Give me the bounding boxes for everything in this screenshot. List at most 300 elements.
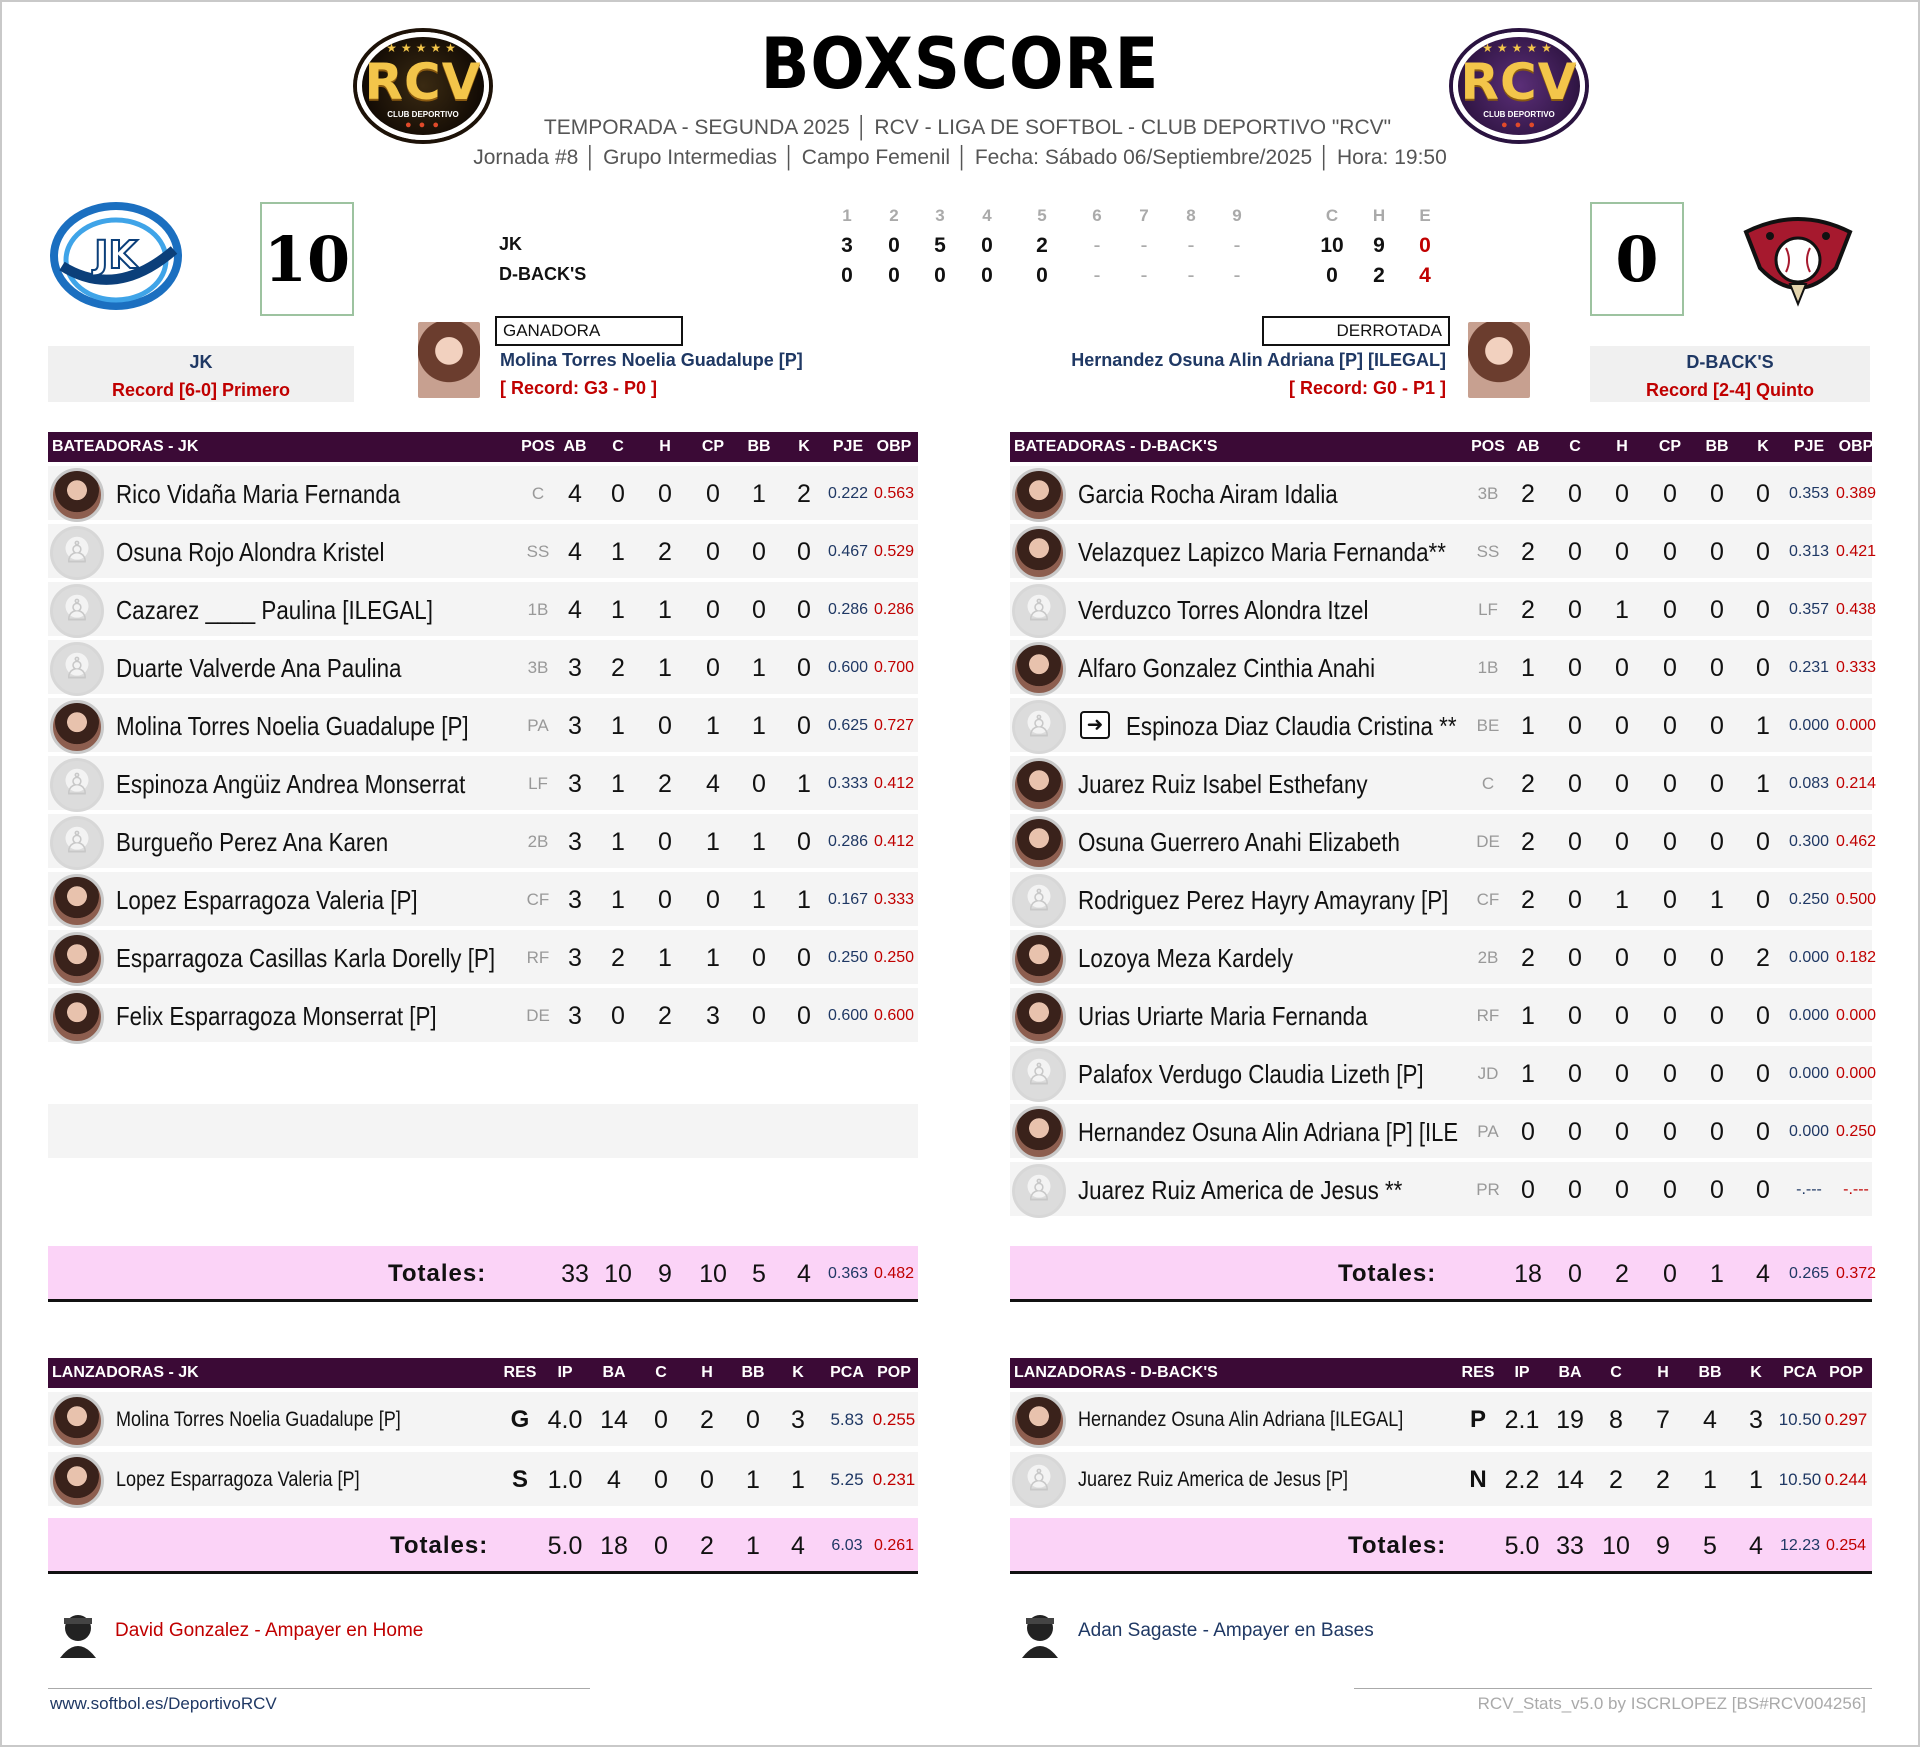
pitcher-row <box>1010 1392 1872 1446</box>
batter-name: Lozoya Meza Kardely <box>1078 943 1294 973</box>
batter-obp: 0.700 <box>873 659 915 676</box>
total-k: 4 <box>797 1260 811 1288</box>
inning-9: 9 <box>1232 206 1242 225</box>
team-record: Record [6-0] Primero <box>111 380 291 400</box>
total-c: 0 <box>654 1532 668 1560</box>
batter-ab: 3 <box>568 712 582 740</box>
batter-row <box>1010 756 1877 810</box>
batter-cp: 0 <box>1663 596 1677 624</box>
player-photo <box>50 700 104 754</box>
pitcher-k: 3 <box>1749 1406 1763 1434</box>
batter-c: 0 <box>1568 480 1582 508</box>
losing-pitcher-record: [ Record: G0 - P1 ] <box>1288 378 1446 398</box>
batter-c: 1 <box>611 538 625 566</box>
batter-ab: 4 <box>568 538 582 566</box>
line-total-errors: 4 <box>1419 264 1431 287</box>
batter-h: 0 <box>1615 1176 1629 1204</box>
hits-header: H <box>1372 206 1386 225</box>
silhouette-icon: ♙ <box>1025 710 1053 744</box>
batting-table-header <box>48 432 918 462</box>
totals-label: Totales: <box>1348 1532 1447 1559</box>
batter-c: 1 <box>611 886 625 914</box>
batting-col-h: H <box>659 438 671 455</box>
line-run: 0 <box>981 264 993 287</box>
batter-ab: 4 <box>568 596 582 624</box>
total-k: 4 <box>1756 1260 1770 1288</box>
total-ip: 5.0 <box>1504 1532 1540 1560</box>
batter-obp: 0.421 <box>1835 543 1877 560</box>
player-photo <box>50 990 104 1044</box>
batting-col-ab: AB <box>563 438 587 455</box>
batter-obp: 0.412 <box>873 833 915 850</box>
batter-pos: C <box>1481 774 1495 793</box>
batter-bb: 0 <box>1710 1002 1724 1030</box>
batter-pje: 0.231 <box>1788 659 1830 676</box>
batter-h: 0 <box>1615 712 1629 740</box>
footer-version: RCV_Stats_v5.0 by ISCRLOPEZ [BS#RCV004256] <box>1477 1694 1866 1713</box>
pitching-col-res: RES <box>1461 1364 1495 1381</box>
rcv-logo-left: ★★★★★ RCV CLUB DEPORTIVO ● ● ● <box>357 32 489 140</box>
empty-row <box>48 1104 918 1158</box>
batter-row <box>1010 1162 1872 1216</box>
batter-obp: 0.000 <box>1835 1007 1877 1024</box>
player-silhouette-icon <box>1012 1454 1066 1508</box>
batter-ab: 1 <box>1521 654 1535 682</box>
pitching-col-h: H <box>701 1364 713 1381</box>
line-run: 5 <box>934 234 946 257</box>
pitcher-ip: 4.0 <box>547 1406 583 1434</box>
batter-obp: 0.500 <box>1835 891 1877 908</box>
batter-ab: 0 <box>1521 1176 1535 1204</box>
batter-name: Juarez Ruiz Isabel Esthefany <box>1078 769 1368 799</box>
player-silhouette-icon <box>1012 700 1066 754</box>
line-run: 0 <box>1036 264 1048 287</box>
batting-col-cp: CP <box>701 438 725 455</box>
batter-bb: 0 <box>1710 538 1724 566</box>
inning-4: 4 <box>982 206 992 225</box>
batter-name: Cazarez ____ Paulina [ILEGAL] <box>116 595 433 625</box>
batter-pje: 0.313 <box>1788 543 1830 560</box>
inning-6: 6 <box>1092 206 1102 225</box>
team-box-dbacks <box>1590 346 1870 402</box>
total-ab: 18 <box>1514 1260 1542 1288</box>
batter-ab: 3 <box>568 654 582 682</box>
footer-divider <box>48 1688 590 1689</box>
batter-k: 0 <box>1756 828 1770 856</box>
line-total-hits: 2 <box>1373 264 1385 287</box>
losing-pitcher-name: Hernandez Osuna Alin Adriana [P] [ILEGAL] <box>1071 350 1446 370</box>
linescore-row-jk <box>497 234 1497 260</box>
pitching-col-k: K <box>1750 1364 1762 1381</box>
batter-obp: 0.462 <box>1835 833 1877 850</box>
batter-name: Burgueño Perez Ana Karen <box>116 827 389 857</box>
batter-pos: 1B <box>1477 658 1499 677</box>
batter-k: 1 <box>797 886 811 914</box>
pitching-table-header <box>1010 1358 1872 1388</box>
line-run: - <box>1233 234 1241 257</box>
pitching-col-pca: PCA <box>830 1364 864 1381</box>
totals-label: Totales: <box>1338 1260 1437 1287</box>
pitcher-ba: 14 <box>600 1406 628 1434</box>
line-total-hits: 9 <box>1373 234 1385 257</box>
batter-h: 0 <box>1615 770 1629 798</box>
total-ip: 5.0 <box>547 1532 583 1560</box>
line-run: 0 <box>841 264 853 287</box>
batter-row <box>1010 640 1877 694</box>
silhouette-icon: ♙ <box>1025 594 1053 628</box>
game-info: Jornada #8 │ Grupo Intermedias │ Campo Femenil │ Fecha: Sábado 06/Septiembre/2025 │ Hora: 19:50 <box>473 146 1447 169</box>
errors-header: E <box>1419 206 1431 225</box>
total-ba: 33 <box>1556 1532 1584 1560</box>
silhouette-icon: ♙ <box>63 652 91 686</box>
pitcher-h: 7 <box>1656 1406 1670 1434</box>
pitcher-res: S <box>511 1466 528 1493</box>
total-pop: 0.254 <box>1825 1537 1867 1554</box>
batter-k: 2 <box>1756 944 1770 972</box>
batting-table-title: BATEADORAS - D-BACK'S <box>1014 438 1218 455</box>
pitcher-pca: 5.83 <box>830 1410 864 1429</box>
batter-row <box>48 814 918 868</box>
player-silhouette-icon <box>1012 874 1066 928</box>
total-cp: 10 <box>699 1260 727 1288</box>
player-silhouette-icon <box>50 526 104 580</box>
batter-row <box>48 582 918 636</box>
batter-pje: 0.222 <box>827 485 869 502</box>
batting-col-pos: POS <box>1471 438 1505 455</box>
batter-k: 0 <box>797 712 811 740</box>
batter-cp: 1 <box>706 712 720 740</box>
batter-name: Alfaro Gonzalez Cinthia Anahi <box>1078 653 1376 683</box>
batter-h: 0 <box>658 712 672 740</box>
batter-pje: 0.000 <box>1788 1007 1830 1024</box>
batter-name: Osuna Guerrero Anahi Elizabeth <box>1078 827 1400 857</box>
inning-1: 1 <box>842 206 852 225</box>
total-obp: 0.372 <box>1835 1265 1877 1282</box>
batter-h: 1 <box>1615 596 1629 624</box>
batter-k: 0 <box>797 828 811 856</box>
batter-c: 1 <box>611 770 625 798</box>
total-cp: 0 <box>1663 1260 1677 1288</box>
line-total-runs: 10 <box>1320 234 1344 257</box>
batter-c: 0 <box>1568 1060 1582 1088</box>
batter-obp: 0.563 <box>873 485 915 502</box>
batter-pos: BE <box>1476 716 1500 735</box>
pitching-col-pop: POP <box>877 1364 911 1381</box>
batter-cp: 0 <box>1663 538 1677 566</box>
pitching-table-title: LANZADORAS - D-BACK'S <box>1014 1364 1218 1381</box>
batter-row <box>48 524 918 578</box>
batter-name: Molina Torres Noelia Guadalupe [P] <box>116 711 469 741</box>
team-name: D-BACK'S <box>1686 352 1774 372</box>
base-umpire: Adan Sagaste - Ampayer en Bases <box>1078 1620 1374 1641</box>
batter-name: Felix Esparragoza Monserrat [P] <box>116 1001 437 1031</box>
losing-pitcher-photo <box>1468 322 1530 398</box>
player-photo <box>1012 932 1066 986</box>
batter-bb: 0 <box>1710 828 1724 856</box>
batter-cp: 0 <box>1663 1176 1677 1204</box>
batter-h: 0 <box>1615 944 1629 972</box>
batter-h: 0 <box>1615 654 1629 682</box>
inning-7: 7 <box>1139 206 1149 225</box>
batter-cp: 0 <box>706 538 720 566</box>
total-pca: 6.03 <box>831 1537 863 1554</box>
batter-h: 0 <box>1615 480 1629 508</box>
batter-k: 0 <box>1756 886 1770 914</box>
batter-cp: 0 <box>1663 654 1677 682</box>
pitcher-pop: 0.255 <box>872 1410 916 1429</box>
pitcher-name: Lopez Esparragoza Valeria [P] <box>116 1468 360 1491</box>
batter-cp: 0 <box>1663 828 1677 856</box>
batter-obp: 0.250 <box>1835 1123 1877 1140</box>
batter-pje: 0.353 <box>1788 485 1830 502</box>
footer-link[interactable]: www.softbol.es/DeportivoRCV <box>50 1694 277 1713</box>
batter-c: 0 <box>1568 1118 1582 1146</box>
batter-obp: 0.529 <box>873 543 915 560</box>
batter-h: 0 <box>1615 538 1629 566</box>
line-team-name: D-BACK'S <box>499 264 587 284</box>
total-h: 9 <box>1656 1532 1670 1560</box>
batter-pos: 2B <box>527 832 549 851</box>
batter-name: Espinoza Diaz Claudia Cristina ** <box>1126 711 1457 741</box>
inning-2: 2 <box>889 206 899 225</box>
batter-bb: 0 <box>1710 1118 1724 1146</box>
silhouette-icon: ♙ <box>1025 1058 1053 1092</box>
line-run: - <box>1187 234 1195 257</box>
batter-row <box>48 930 918 984</box>
pitcher-ip: 2.2 <box>1504 1466 1540 1494</box>
total-pop: 0.261 <box>873 1537 915 1554</box>
batter-bb: 1 <box>1710 886 1724 914</box>
batter-pje: 0.333 <box>827 775 869 792</box>
batter-k: 0 <box>1756 538 1770 566</box>
batter-pos: RF <box>1476 1006 1500 1025</box>
batting-table-title: BATEADORAS - JK <box>52 438 199 455</box>
batter-bb: 0 <box>1710 1176 1724 1204</box>
batter-name: Lopez Esparragoza Valeria [P] <box>116 885 418 915</box>
player-photo <box>50 468 104 522</box>
inning-3: 3 <box>935 206 945 225</box>
away-score: 0 <box>1590 202 1684 316</box>
batter-obp: 0.182 <box>1835 949 1877 966</box>
pitcher-ip: 1.0 <box>547 1466 583 1494</box>
pitcher-h: 2 <box>700 1406 714 1434</box>
pitcher-res: P <box>1469 1406 1486 1433</box>
runs-header: C <box>1325 206 1339 225</box>
total-bb: 1 <box>1710 1260 1724 1288</box>
batting-col-pos: POS <box>521 438 555 455</box>
total-c: 10 <box>604 1260 632 1288</box>
team-name: JK <box>189 352 213 372</box>
pitcher-c: 0 <box>654 1406 668 1434</box>
batter-ab: 2 <box>1521 596 1535 624</box>
line-total-runs: 0 <box>1326 264 1338 287</box>
batter-pje: 0.300 <box>1788 833 1830 850</box>
pitcher-c: 2 <box>1609 1466 1623 1494</box>
batter-h: 0 <box>1615 1002 1629 1030</box>
batter-row <box>1010 930 1877 984</box>
batter-row <box>1010 1046 1877 1100</box>
home-umpire: David Gonzalez - Ampayer en Home <box>115 1620 424 1641</box>
line-run: 2 <box>1036 234 1048 257</box>
line-total-errors: 0 <box>1419 234 1431 257</box>
batter-pje: 0.625 <box>827 717 869 734</box>
batting-col-h: H <box>1616 438 1628 455</box>
batter-obp: 0.000 <box>1835 1065 1877 1082</box>
batter-cp: 0 <box>706 886 720 914</box>
batter-ab: 3 <box>568 886 582 914</box>
batter-obp: 0.000 <box>1835 717 1877 734</box>
batter-bb: 0 <box>1710 596 1724 624</box>
batter-name: Velazquez Lapizco Maria Fernanda** <box>1078 537 1446 567</box>
batter-h: 2 <box>658 1002 672 1030</box>
player-photo <box>1012 1394 1066 1448</box>
total-h: 2 <box>1615 1260 1629 1288</box>
pitcher-bb: 4 <box>1703 1406 1717 1434</box>
batter-cp: 0 <box>706 654 720 682</box>
pitcher-k: 1 <box>1749 1466 1763 1494</box>
player-photo <box>1012 758 1066 812</box>
batter-c: 0 <box>1568 886 1582 914</box>
pitching-col-ip: IP <box>1514 1364 1530 1381</box>
batter-c: 0 <box>611 1002 625 1030</box>
batting-col-ab: AB <box>1516 438 1540 455</box>
pitching-table-jk <box>48 1358 918 1578</box>
batter-c: 0 <box>1568 1176 1582 1204</box>
batting-col-obp: OBP <box>876 438 912 455</box>
batter-pje: 0.000 <box>1788 949 1830 966</box>
batter-name: Juarez Ruiz America de Jesus ** <box>1078 1175 1403 1205</box>
batter-ab: 2 <box>1521 828 1535 856</box>
pitcher-row <box>48 1452 918 1506</box>
batter-bb: 1 <box>752 828 766 856</box>
batter-ab: 2 <box>1521 886 1535 914</box>
batting-totals-row <box>48 1246 918 1302</box>
pitcher-name: Molina Torres Noelia Guadalupe [P] <box>116 1408 401 1431</box>
batter-pje: 0.600 <box>827 659 869 676</box>
pitching-col-c: C <box>655 1364 667 1381</box>
total-bb: 1 <box>746 1532 760 1560</box>
loss-label: DERROTADA <box>1262 316 1450 346</box>
batter-cp: 0 <box>1663 480 1677 508</box>
batter-bb: 0 <box>752 538 766 566</box>
pitching-col-pca: PCA <box>1783 1364 1817 1381</box>
batter-name: Duarte Valverde Ana Paulina <box>116 653 402 683</box>
batter-cp: 0 <box>1663 1118 1677 1146</box>
batting-col-k: K <box>1757 438 1769 455</box>
batting-col-obp: OBP <box>1838 438 1874 455</box>
batter-k: 0 <box>1756 596 1770 624</box>
batter-name: Garcia Rocha Airam Idalia <box>1078 479 1338 509</box>
batter-cp: 0 <box>1663 886 1677 914</box>
batter-k: 1 <box>1756 770 1770 798</box>
batter-c: 0 <box>1568 712 1582 740</box>
batter-row <box>48 988 918 1042</box>
pitcher-row <box>1010 1452 1872 1506</box>
rcv-logo-right: ★★★★★ RCV CLUB DEPORTIVO ● ● ● <box>1453 32 1585 140</box>
total-k: 4 <box>791 1532 805 1560</box>
silhouette-icon: ♙ <box>63 536 91 570</box>
total-pje: 0.265 <box>1788 1265 1830 1282</box>
totals-label: Totales: <box>388 1260 487 1287</box>
total-k: 4 <box>1749 1532 1763 1560</box>
silhouette-icon: ♙ <box>1025 884 1053 918</box>
batting-col-c: C <box>1569 438 1581 455</box>
batter-obp: 0.250 <box>873 949 915 966</box>
batter-row <box>48 466 918 520</box>
batter-obp: -.--- <box>1843 1181 1869 1198</box>
pitcher-bb: 1 <box>746 1466 760 1494</box>
batter-name: Rodriguez Perez Hayry Amayrany [P] <box>1078 885 1449 915</box>
player-photo <box>1012 642 1066 696</box>
batter-bb: 1 <box>752 712 766 740</box>
line-run: - <box>1233 264 1241 287</box>
batter-pos: PR <box>1476 1180 1500 1199</box>
total-bb: 5 <box>752 1260 766 1288</box>
batter-cp: 0 <box>706 596 720 624</box>
batter-obp: 0.214 <box>1835 775 1877 792</box>
player-silhouette-icon <box>50 816 104 870</box>
batter-bb: 1 <box>752 480 766 508</box>
batter-obp: 0.333 <box>873 891 915 908</box>
batter-bb: 0 <box>1710 480 1724 508</box>
linescore-row-dbacks <box>497 264 1497 290</box>
batting-col-bb: BB <box>747 438 771 455</box>
batter-pos: DE <box>526 1006 550 1025</box>
player-photo <box>1012 816 1066 870</box>
pitching-col-h: H <box>1657 1364 1669 1381</box>
batter-ab: 2 <box>1521 944 1535 972</box>
batter-h: 2 <box>658 770 672 798</box>
batter-bb: 0 <box>1710 770 1724 798</box>
line-run: - <box>1140 264 1148 287</box>
pitcher-h: 0 <box>700 1466 714 1494</box>
batter-k: 0 <box>797 538 811 566</box>
home-score: 10 <box>260 202 354 316</box>
batter-name: Verduzco Torres Alondra Itzel <box>1078 595 1369 625</box>
pitcher-bb: 1 <box>1703 1466 1717 1494</box>
footer-divider <box>1354 1688 1872 1689</box>
batter-pje: 0.357 <box>1788 601 1830 618</box>
line-run: - <box>1093 234 1101 257</box>
batter-obp: 0.389 <box>1835 485 1877 502</box>
batter-cp: 0 <box>1663 1002 1677 1030</box>
batter-bb: 0 <box>752 1002 766 1030</box>
batting-table-header <box>1010 432 1872 462</box>
batter-pje: 0.000 <box>1788 1123 1830 1140</box>
batter-pos: 3B <box>527 658 549 677</box>
pitcher-ip: 2.1 <box>1504 1406 1540 1434</box>
batter-ab: 3 <box>568 944 582 972</box>
batter-pje: 0.167 <box>827 891 869 908</box>
player-silhouette-icon <box>1012 1164 1066 1218</box>
batter-name: Esparragoza Casillas Karla Dorelly [P] <box>116 943 496 973</box>
pitcher-name: Hernandez Osuna Alin Adriana [ILEGAL] <box>1078 1408 1404 1431</box>
batting-col-cp: CP <box>1658 438 1682 455</box>
silhouette-icon: ♙ <box>1025 1174 1053 1208</box>
batter-pje: 0.000 <box>1788 717 1830 734</box>
batter-k: 0 <box>1756 1118 1770 1146</box>
batter-ab: 2 <box>1521 770 1535 798</box>
svg-text:JK: JK <box>94 233 138 277</box>
total-c: 0 <box>1568 1260 1582 1288</box>
total-pca: 12.23 <box>1779 1537 1821 1554</box>
batter-c: 0 <box>1568 538 1582 566</box>
batter-cp: 0 <box>706 480 720 508</box>
batter-bb: 0 <box>752 596 766 624</box>
batter-h: 0 <box>1615 828 1629 856</box>
batter-k: 0 <box>1756 1060 1770 1088</box>
total-bb: 5 <box>1703 1532 1717 1560</box>
